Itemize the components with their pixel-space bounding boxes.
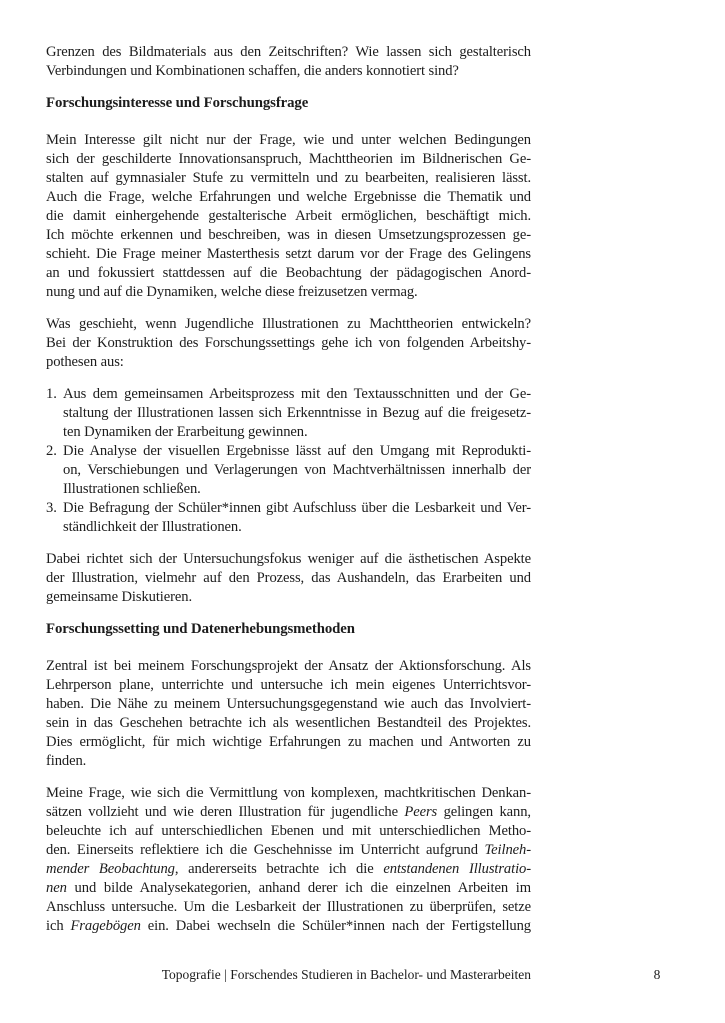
text-line: Dies ermöglicht, für mich wichtige Erfahrungen zu machen und Antworten zu xyxy=(46,734,531,750)
list-marker: 2. xyxy=(46,443,57,459)
text-line: ständlichkeit der Illustrationen. xyxy=(63,519,242,535)
list-item xyxy=(46,385,531,442)
paragraph xyxy=(46,43,531,81)
text-line: Dabei richtet sich der Untersuchungsfokus weniger auf die ästhetischen Aspekte xyxy=(46,551,531,567)
text-segment: sätzen vollzieht und wie deren Illustration für jugendliche xyxy=(46,804,405,820)
text-segment: den. Einerseits reflektiere ich die Geschehnisse im Unterricht aufgrund xyxy=(46,842,485,858)
text-line: an und fokussiert stattdessen auf die Beobachtung der pädagogischen Anord- xyxy=(46,265,531,281)
text-line: finden. xyxy=(46,753,87,769)
text-line: Die Analyse der visuellen Ergebnisse lässt auf den Umgang mit Reprodukti- xyxy=(63,443,531,459)
text-line: Zentral ist bei meinem Forschungsprojekt der Ansatz der Aktionsforschung. Als xyxy=(46,658,531,674)
text-line: Ich möchte erkennen und beschreiben, was in diesen Umsetzungsprozessen ge- xyxy=(46,227,531,243)
footer-title: Topografie | Forschendes Studieren in Bachelor- und Masterarbeiten xyxy=(161,967,531,982)
list-marker: 3. xyxy=(46,500,57,516)
text-line: der Illustration, vielmehr auf den Prozess, das Aushandeln, das Erarbeiten und xyxy=(46,570,531,586)
page-number: 8 xyxy=(653,967,661,982)
list-item xyxy=(46,499,531,537)
text-line: Bei der Konstruktion des Forschungssettings gehe ich von folgenden Arbeitshy- xyxy=(46,335,531,351)
text-line xyxy=(46,803,531,822)
text-line: Verbindungen und Kombinationen schaffen, die anders konnotiert sind? xyxy=(46,63,459,79)
italic-text: Peers xyxy=(404,804,438,820)
italic-text: entstandenen Illustratio- xyxy=(383,861,531,877)
text-line: Anschluss untersuche. Um die Lesbarkeit der Illustrationen zu überprüfen, setze xyxy=(46,899,531,915)
text-line xyxy=(46,917,531,936)
text-line: haben. Die Nähe zu meinem Untersuchungsgegenstand wie auch das Involviert- xyxy=(46,696,531,712)
text-line: Grenzen des Bildmaterials aus den Zeitschriften? Wie lassen sich gestalterisch xyxy=(46,44,531,60)
paragraph xyxy=(46,315,531,372)
text-line: Lehrperson plane, unterrichte und untersuche ich mein eigenes Unterrichtsvor- xyxy=(46,677,531,693)
text-line: schieht. Die Frage meiner Masterthesis setzt darum vor der Frage des Gelingens xyxy=(46,246,531,262)
text-line: sich der geschilderte Innovationsanspruch, Machttheorien im Bildnerischen Ge- xyxy=(46,151,531,167)
text-line: stalten auf gymnasialer Stufe zu vermitteln und zu bearbeiten, realisieren lässt. xyxy=(46,170,531,186)
italic-text: Teilneh- xyxy=(484,842,531,858)
text-line: pothesen aus: xyxy=(46,354,124,370)
text-line: on, Verschiebungen und Verlagerungen von Machtverhältnissen innerhalb der xyxy=(63,462,531,478)
text-segment: und bilde Analysekategorien, anhand derer ich die einzelnen Arbeiten im xyxy=(66,880,531,896)
text-line: sein in das Geschehen betrachte ich als wesentlichen Bestandteil des Projektes. xyxy=(46,715,531,731)
text-line: Auch die Frage, welche Erfahrungen und welche Ergebnisse die Thematik und xyxy=(46,189,531,205)
paragraph xyxy=(46,784,531,936)
list-marker: 1. xyxy=(46,386,57,402)
text-line: ten Dynamiken der Erarbeitung gewinnen. xyxy=(63,424,308,440)
text-line: Was geschieht, wenn Jugendliche Illustrationen zu Machttheorien entwickeln? xyxy=(46,316,531,332)
list-item xyxy=(46,442,531,499)
text-line: Die Befragung der Schüler*innen gibt Aufschluss über die Lesbarkeit und Ver- xyxy=(63,500,531,516)
text-line: staltung der Illustrationen lassen sich Erkenntnisse in Bezug auf die freigesetz- xyxy=(63,405,531,421)
text-line: gemeinsame Diskutieren. xyxy=(46,589,193,605)
text-segment: ich xyxy=(46,918,71,934)
italic-text: mender Beobachtung xyxy=(46,861,175,877)
section-heading: Forschungssetting und Datenerhebungsmethoden xyxy=(46,621,355,637)
text-line: Meine Frage, wie sich die Vermittlung von komplexen, machtkritischen Denkan- xyxy=(46,785,531,801)
section-heading: Forschungsinteresse und Forschungsfrage xyxy=(46,95,309,111)
text-line: Aus dem gemeinsamen Arbeitsprozess mit den Textausschnitten und der Ge- xyxy=(63,386,531,402)
text-segment: , andererseits betrachte ich die xyxy=(174,861,384,877)
text-line: nung und auf die Dynamiken, welche diese freizusetzen vermag. xyxy=(46,284,418,300)
text-segment: gelingen kann, xyxy=(437,804,531,820)
text-line xyxy=(46,841,531,860)
text-segment: ein. Dabei wechseln die Schüler*innen nach der Fertigstellung xyxy=(140,918,531,934)
text-line xyxy=(46,879,531,898)
page-footer xyxy=(46,966,531,983)
text-column xyxy=(46,43,531,949)
italic-text: Fragebögen xyxy=(70,918,141,934)
text-line: die damit einhergehende gestalterische Arbeit ermöglichen, beschäftigt mich. xyxy=(46,208,531,224)
text-line: Mein Interesse gilt nicht nur der Frage, wie und unter welchen Bedingungen xyxy=(46,132,531,148)
italic-text: nen xyxy=(46,880,67,896)
text-line xyxy=(46,860,531,879)
text-line: Illustrationen schließen. xyxy=(63,481,201,497)
text-line: beleuchte ich auf unterschiedlichen Ebenen und mit unterschiedlichen Metho- xyxy=(46,823,531,839)
paragraph xyxy=(46,131,531,302)
hypotheses-list xyxy=(46,385,531,537)
paragraph xyxy=(46,550,531,607)
paragraph xyxy=(46,657,531,771)
